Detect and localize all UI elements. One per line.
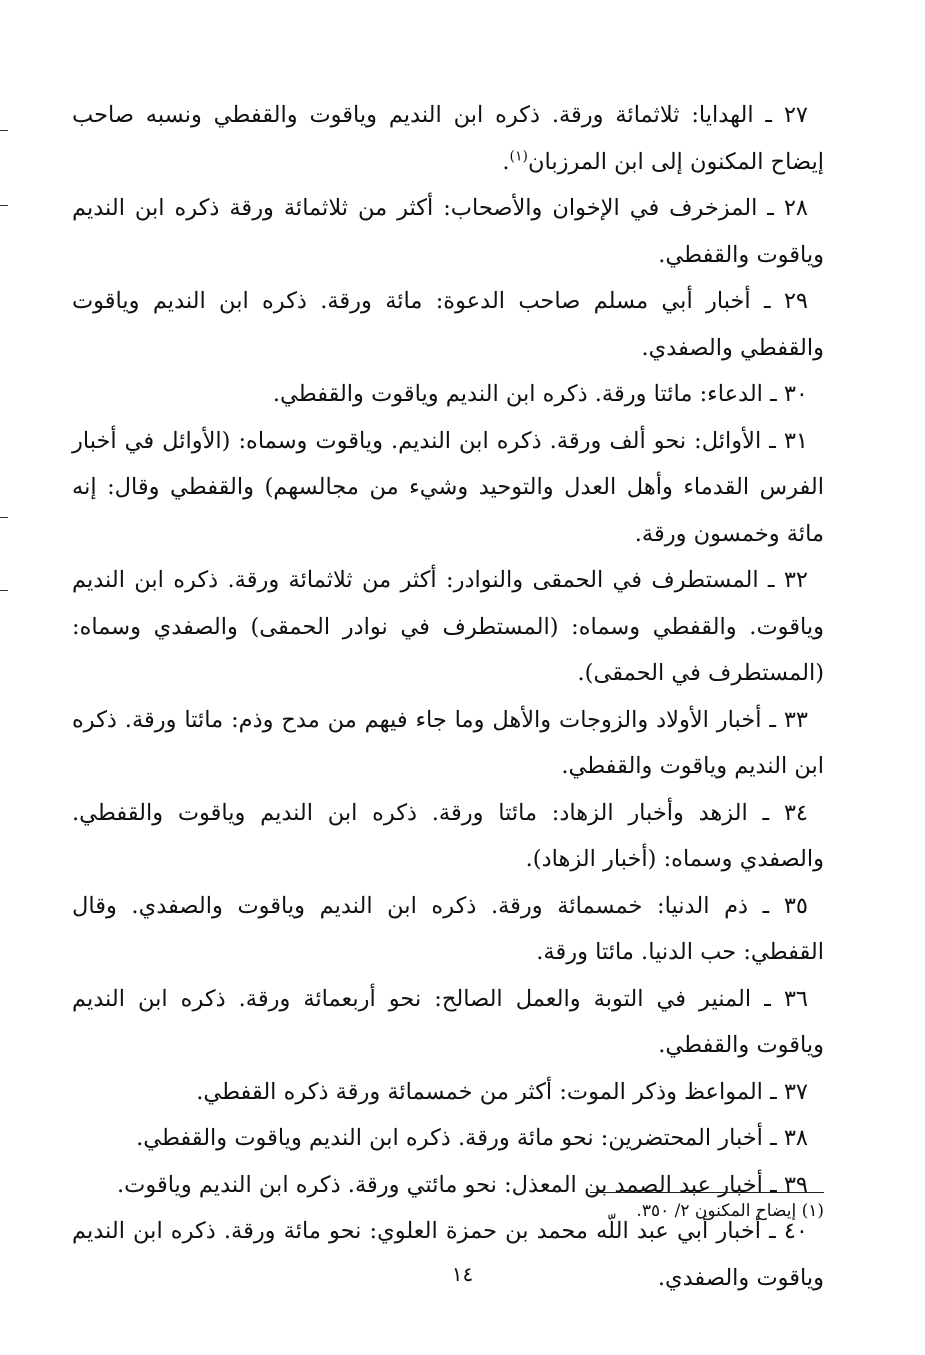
footnote: (١) إيضاح المكنون ٢/ ٣٥٠. xyxy=(636,1201,824,1221)
margin-mark xyxy=(0,205,8,206)
entry-27: ٢٧ ـ الهدايا: ثلاثمائة ورقة. ذكره ابن النديم وياقوت والقفطي ونسبه صاحب إيضاح المكنون إلى ابن المرزبان$^{(١)}$. xyxy=(72,102,824,175)
entry-32: ٣٢ ـ المستطرف في الحمقى والنوادر: أكثر من ثلاثمائة ورقة. ذكره ابن النديم وياقوت. والقفطي وسماه: (المستطرف في نوادر الحمقى) والصفدي وسماه: (المستطرف في الحمقى). xyxy=(72,567,824,686)
entry-35: ٣٥ ـ ذم الدنيا: خمسمائة ورقة. ذكره ابن النديم وياقوت والصفدي. وقال القفطي: حب الدنيا. مائتا ورقة. xyxy=(72,892,824,965)
page-number: ١٤ xyxy=(451,1262,474,1286)
margin-mark xyxy=(0,130,8,131)
entry-39: ٣٩ ـ أخبار عبد الصمد بن المعذل: نحو مائتي ورقة. ذكره ابن النديم وياقوت. xyxy=(116,1171,808,1198)
entry-33: ٣٣ ـ أخبار الأولاد والزوجات والأهل وما جاء فيهم من مدح وذم: مائتا ورقة. ذكره ابن النديم وياقوت والقفطي. xyxy=(72,706,824,779)
margin-mark xyxy=(0,517,8,518)
entry-34: ٣٤ ـ الزهد وأخبار الزهاد: مائتا ورقة. ذكره ابن النديم وياقوت والقفطي. والصفدي وسماه: (أخبار الزهاد). xyxy=(72,799,824,872)
entry-38: ٣٨ ـ أخبار المحتضرين: نحو مائة ورقة. ذكره ابن النديم وياقوت والقفطي. xyxy=(136,1125,808,1151)
main-text xyxy=(72,92,824,1301)
entry-30: ٣٠ ـ الدعاء: مائتا ورقة. ذكره ابن النديم وياقوت والقفطي. xyxy=(272,381,808,407)
entry-36: ٣٦ ـ المنير في التوبة والعمل الصالح: نحو أربعمائة ورقة. ذكره ابن النديم وياقوت والقفطي. xyxy=(72,985,824,1058)
entry-28: ٢٨ ـ المزخرف في الإخوان والأصحاب: أكثر من ثلاثمائة ورقة ذكره ابن النديم وياقوت والقفطي. xyxy=(72,195,824,268)
entry-40: ٤٠ ـ أخبار أبي عبد اللّه محمد بن حمزة العلوي: نحو مائة ورقة. ذكره ابن النديم وياقوت والصفدي. xyxy=(72,1218,824,1291)
entry-29: ٢٩ ـ أخبار أبي مسلم صاحب الدعوة: مائة ورقة. ذكره ابن النديم وياقوت والقفطي والصفدي. xyxy=(72,288,824,361)
entry-31: ٣١ ـ الأوائل: نحو ألف ورقة. ذكره ابن النديم. وياقوت وسماه: (الأوائل في أخبار الفرس القدماء وأهل العدل والتوحيد وشيء من مجالسهم) والقفطي وقال: إنه مائة وخمسون ورقة. xyxy=(72,427,824,547)
footnote-divider xyxy=(590,1192,824,1193)
margin-mark xyxy=(0,590,8,591)
footnote-ref[interactable]: (١) xyxy=(509,148,528,164)
entry-37: ٣٧ ـ المواعظ وذكر الموت: أكثر من خمسمائة ورقة ذكره القفطي. xyxy=(196,1078,808,1105)
